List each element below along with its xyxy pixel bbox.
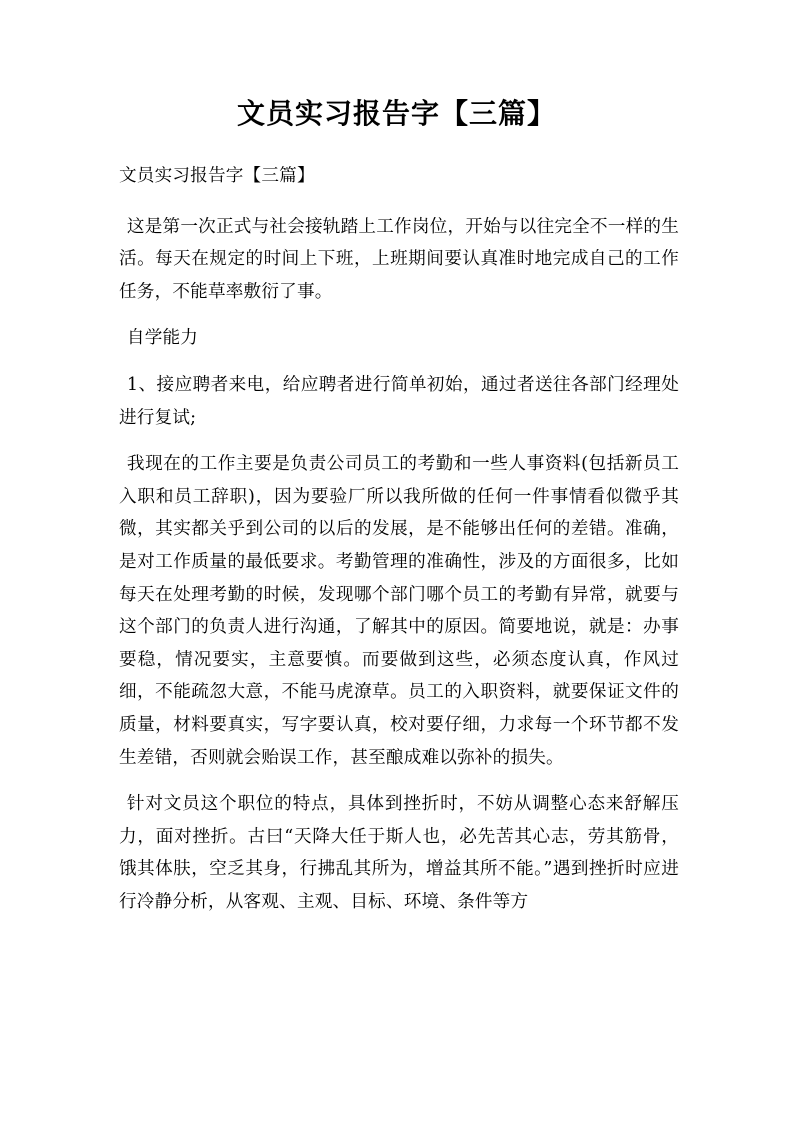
document-title: 文员实习报告字【三篇】 xyxy=(236,97,556,130)
intro-paragraph: 这是第一次正式与社会接轨踏上工作岗位，开始与以往完全不一样的生活。每天在规定的时间上下班，上班期间要认真准时地完成自己的工作任务，不能草率敷衍了事。 xyxy=(119,216,679,302)
list-item-paragraph: 1、接应聘者来电，给应聘者进行简单初始，通过者送往各部门经理处进行复试; xyxy=(119,374,679,428)
work-duties-paragraph: 我现在的工作主要是负责公司员工的考勤和一些人事资料(包括新员工入职和员工辞职)，因为要验厂所以我所做的任何一件事情看似微乎其微，其实都关乎到公司的以后的发展，是不能够出任何的差错。准确，是对工作质量的最低要求。考勤管理的准确性，涉及的方面很多，比如每天在处理考勤的时候，发现哪个部门哪个员工的考勤有异常，就要与这个部门的负责人进行沟通，了解其中的原因。简要地说，就是：办事要稳，情况要实，主意要慎。而要做到这些，必须态度认真，作风过细，不能疏忽大意，不能马虎潦草。员工的入职资料，就要保证文件的质量，材料要真实，写字要认真，校对要仔细，力求每一个环节都不发生差错，否则就会贻误工作，甚至酿成难以弥补的损失。 xyxy=(119,454,679,768)
frustration-paragraph: 针对文员这个职位的特点，具体到挫折时，不妨从调整心态来舒解压力，面对挫折。古曰“天降大任于斯人也，必先苦其心志，劳其筋骨，饿其体肤，空乏其身，行拂乱其所为，增益其所不能。”遇到挫折时应进行冷静分析，从客观、主观、目标、环境、条件等方 xyxy=(119,794,679,912)
subtitle-paragraph: 文员实习报告字【三篇】 xyxy=(119,166,315,186)
section-heading-self-study: 自学能力 xyxy=(126,328,199,349)
document-body xyxy=(119,160,679,932)
